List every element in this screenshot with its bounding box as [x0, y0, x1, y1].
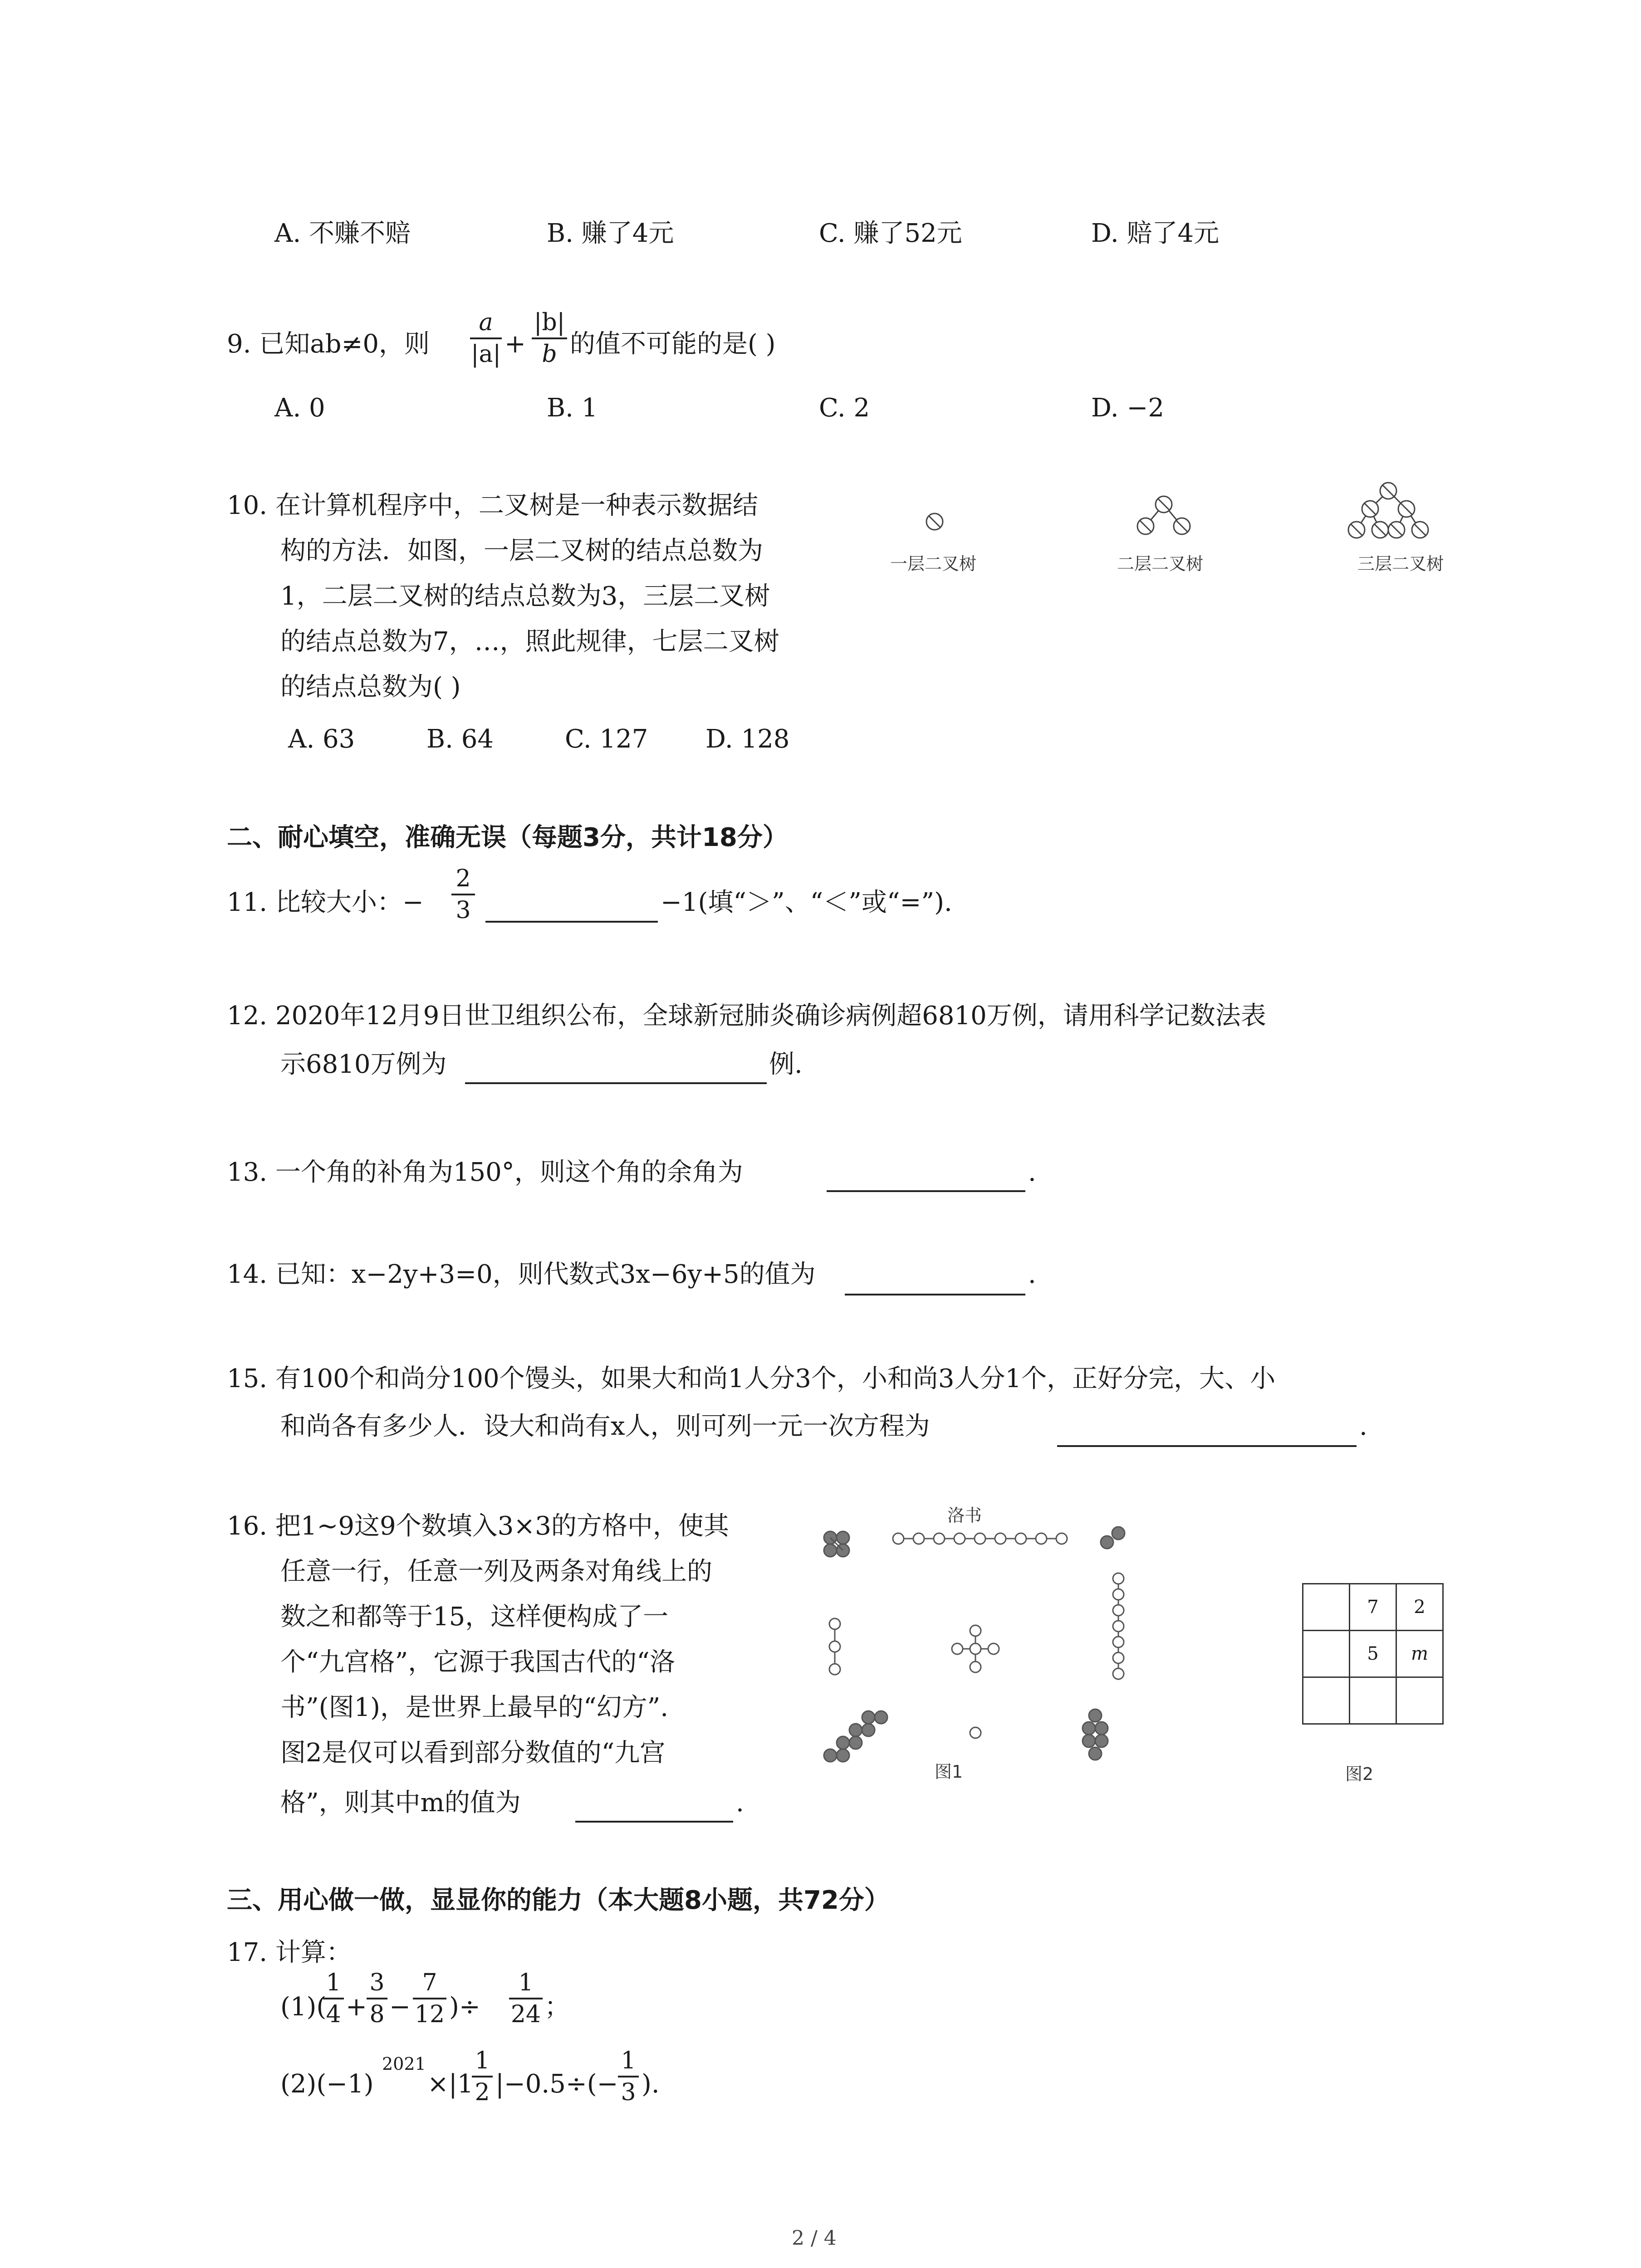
q16-line-7: 格”，则其中m的值为 — [280, 1788, 521, 1818]
q12-answer-blank[interactable] — [465, 1082, 767, 1084]
q11-fraction: 2 3 — [451, 865, 475, 924]
grid-cell — [1349, 1677, 1397, 1725]
q14-text: 14. 已知：x−2y+3=0，则代数式3x−6y+5的值为 — [227, 1260, 816, 1289]
q16-end: . — [736, 1788, 744, 1818]
q10-line-2: 构的方法．如图，一层二叉树的结点总数为 — [280, 536, 763, 566]
grid-cell: 5 — [1349, 1630, 1397, 1678]
q16-answer-blank[interactable] — [575, 1821, 733, 1823]
q17-p1-frac-2: 3 8 — [367, 1969, 387, 2028]
q12-line-1: 12. 2020年12月9日世卫组织公布，全球新冠肺炎确诊病例超6810万例，请用科学记数法表 — [227, 1001, 1266, 1031]
grid-cell-m: m — [1396, 1630, 1444, 1678]
q17-p2-frac-2: 1 3 — [618, 2047, 639, 2107]
q14-answer-blank[interactable] — [845, 1294, 1025, 1295]
q17-p1-frac-1: 1 4 — [323, 1969, 344, 2028]
q10-option-c: C. 127 — [565, 724, 648, 754]
q12-line-2-prefix: 示6810万例为 — [280, 1050, 447, 1079]
tree-label-2: 二层二叉树 — [1117, 554, 1204, 574]
grid-cell: 7 — [1349, 1583, 1397, 1631]
q14-end: . — [1028, 1260, 1036, 1289]
q9-option-c: C. 2 — [819, 393, 870, 423]
q11-suffix: −1(填“＞”、“＜”或“=”). — [661, 888, 952, 917]
q16-line-3: 数之和都等于15，这样便构成了一 — [280, 1602, 669, 1632]
grid-cell — [1302, 1630, 1350, 1678]
luoshu-top-left — [824, 1531, 849, 1557]
q8-option-b: B. 赚了4元 — [547, 219, 674, 248]
q10-line-4: 的结点总数为7，…，照此规律，七层二叉树 — [280, 627, 779, 656]
q10-option-d: D. 128 — [705, 724, 790, 754]
q15-end: . — [1359, 1412, 1367, 1441]
q17-p1-frac-3: 7 12 — [413, 1969, 446, 2028]
q9-fraction-2: |b| b — [532, 308, 567, 368]
luoshu-bottom-left — [824, 1711, 887, 1762]
figure-2-label: 图2 — [1345, 1764, 1374, 1784]
q17-p2-prefix: (2)(−1) — [280, 2069, 374, 2099]
q16-line-2: 任意一行，任意一列及两条对角线上的 — [280, 1557, 712, 1586]
q13-end: . — [1028, 1158, 1036, 1187]
q10-option-b: B. 64 — [426, 724, 494, 754]
q13-text: 13. 一个角的补角为150°，则这个角的余角为 — [227, 1158, 743, 1187]
q8-option-c: C. 赚了52元 — [819, 219, 962, 248]
q10-line-1: 10. 在计算机程序中，二叉树是一种表示数据结 — [227, 491, 758, 520]
grid-cell — [1302, 1677, 1350, 1725]
q17-p1-op-1: + — [346, 1992, 367, 2022]
luoshu-bottom-right — [1083, 1709, 1108, 1760]
q11-prefix: 11. 比较大小：− — [227, 888, 424, 917]
q9-option-a: A. 0 — [274, 393, 325, 423]
q17-p1-op-2: − — [389, 1992, 411, 2022]
page-number: 2 / 4 — [792, 2227, 837, 2250]
grid-cell — [1302, 1583, 1350, 1631]
q15-answer-blank[interactable] — [1057, 1445, 1357, 1447]
tree-two-level — [1137, 496, 1190, 534]
luoshu-bottom — [970, 1727, 981, 1738]
q9-plus: + — [505, 329, 526, 359]
tree-label-1: 一层二叉树 — [890, 554, 977, 574]
grid-cell — [1396, 1677, 1444, 1725]
tree-label-3: 三层二叉树 — [1357, 554, 1444, 574]
q10-option-a: A. 63 — [288, 724, 355, 754]
tree-three-level — [1348, 483, 1428, 538]
q17-title: 17. 计算： — [227, 1938, 352, 1967]
figure-1-label: 图1 — [935, 1762, 963, 1782]
q10-line-5: 的结点总数为( ) — [280, 672, 461, 702]
q9-prefix: 9. 已知ab≠0，则 — [227, 329, 430, 359]
q8-option-a: A. 不赚不赔 — [274, 219, 411, 248]
q15-line-1: 15. 有100个和尚分100个馒头，如果大和尚1人分3个，小和尚3人分1个，正好分完，大、小 — [227, 1364, 1276, 1393]
q17-p2-mid-2: |−0.5÷(− — [495, 2069, 618, 2099]
q10-line-3: 1，二层二叉树的结点总数为3，三层二叉树 — [280, 582, 770, 611]
q17-p1-prefix: (1)( — [280, 1992, 327, 2022]
luoshu-left — [829, 1618, 840, 1675]
q9-suffix: 的值不可能的是( ) — [570, 329, 776, 359]
q9-option-b: B. 1 — [547, 393, 598, 423]
q11-answer-blank[interactable] — [485, 921, 658, 923]
luoshu-top-right — [1101, 1527, 1125, 1549]
q17-p2-frac-1: 1 2 — [472, 2047, 493, 2107]
luoshu-diagram — [817, 1520, 1157, 1792]
q16-line-4: 个“九宫格”，它源于我国古代的“洛 — [280, 1647, 675, 1677]
luoshu-center — [952, 1625, 999, 1672]
q17-p1-end: ； — [544, 1992, 570, 2022]
q16-line-5: 书”(图1)，是世界上最早的“幻方”. — [280, 1693, 669, 1722]
q17-p2-exponent: 2021 — [382, 2054, 426, 2074]
luoshu-title: 洛书 — [947, 1505, 982, 1525]
q9-option-d: D. −2 — [1091, 393, 1165, 423]
section-2-title: 二、耐心填空，准确无误（每题3分，共计18分） — [227, 823, 788, 852]
q12-line-2-suffix: 例. — [769, 1050, 803, 1079]
q13-answer-blank[interactable] — [827, 1190, 1025, 1192]
q9-fraction-1: a |a| — [470, 309, 501, 368]
q17-p1-op-3: )÷ — [449, 1992, 480, 2022]
q8-option-d: D. 赔了4元 — [1091, 219, 1220, 248]
grid-cell: 2 — [1396, 1583, 1444, 1631]
q17-p1-frac-4: 1 24 — [509, 1969, 543, 2028]
q17-p2-mid: ×|1 — [427, 2069, 474, 2099]
tree-one-level — [926, 513, 943, 530]
q15-line-2: 和尚各有多少人．设大和尚有x人，则可列一元一次方程为 — [280, 1412, 930, 1441]
q16-line-1: 16. 把1~9这9个数填入3×3的方格中，使其 — [227, 1511, 729, 1541]
q16-line-6: 图2是仅可以看到部分数值的“九宫 — [280, 1738, 666, 1768]
luoshu-right — [1113, 1573, 1124, 1679]
q17-p2-end: ). — [642, 2069, 660, 2099]
section-3-title: 三、用心做一做，显显你的能力（本大题8小题，共72分） — [227, 1886, 890, 1915]
luoshu-top — [893, 1533, 1067, 1544]
